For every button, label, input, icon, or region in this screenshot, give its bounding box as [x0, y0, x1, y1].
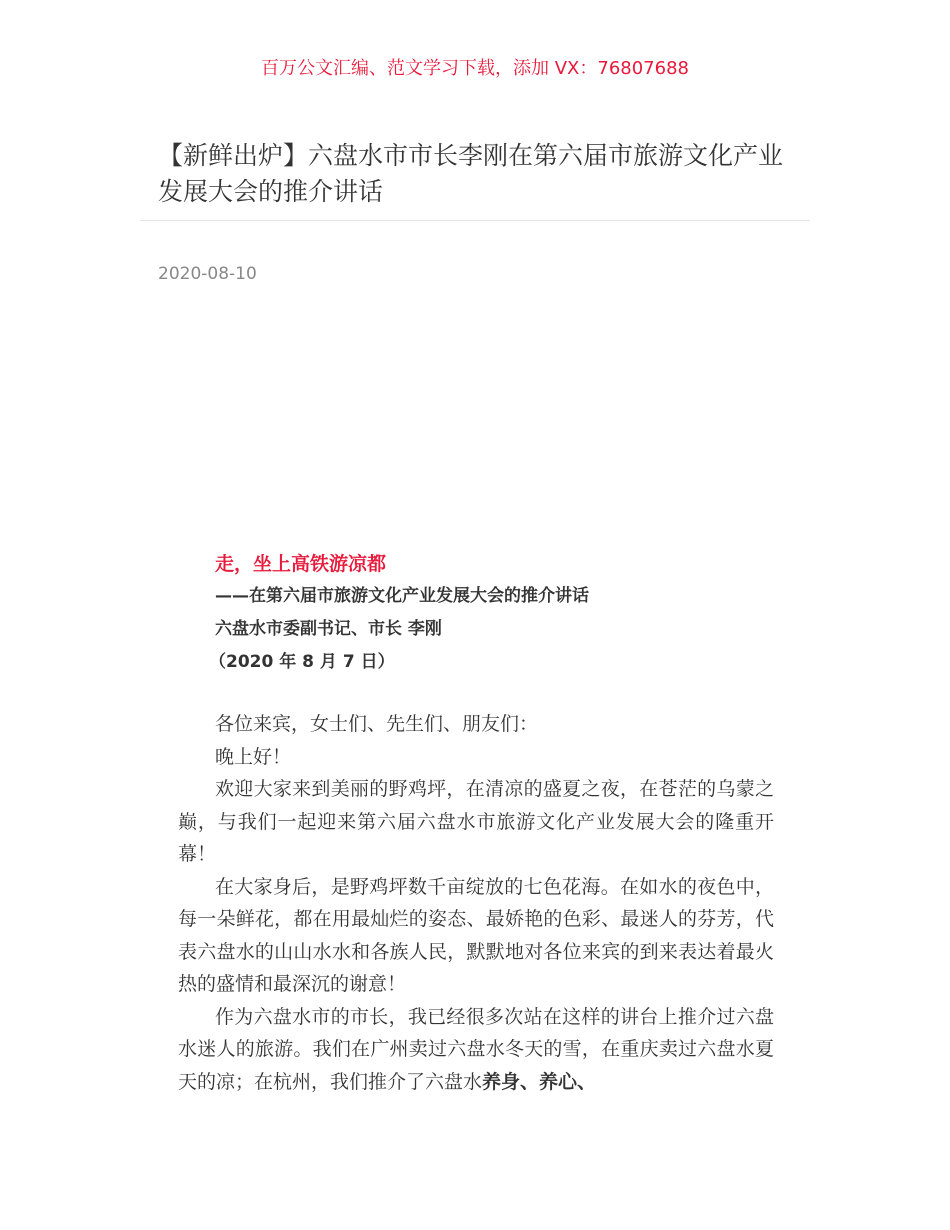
salutation-paragraph: 晚上好！ — [215, 745, 292, 768]
promo-banner: 百万公文汇编、范文学习下载，添加 VX：76807688 — [261, 58, 689, 79]
speech-header — [209, 548, 775, 679]
article-title: 【新鲜出炉】六盘水市市长李刚在第六届市旅游文化产业发展大会的推介讲话 — [158, 141, 784, 206]
article-date: 2020-08-10 — [158, 264, 257, 284]
greeting-paragraph: 各位来宾，女士们、先生们、朋友们： — [215, 713, 539, 735]
body-paragraph-2: 在大家身后，是野鸡坪数千亩绽放的七色花海。在如水的夜色中，每一朵鲜花，都在用最灿烂的姿态、最娇艳的色彩、最迷人的芬芳，代表六盘水的山山水水和各族人民，默默地对各位来宾的到来表达着最火热的盛情和最深沉的谢意！ — [178, 875, 774, 995]
speech-date: （2020 年 8 月 7 日） — [209, 652, 395, 672]
speech-speaker: 六盘水市委副书记、市长 李刚 — [215, 619, 442, 639]
body-paragraph-1: 欢迎大家来到美丽的野鸡坪，在清凉的盛夏之夜，在苍茫的乌蒙之巅，与我们一起迎来第六届六盘水市旅游文化产业发展大会的隆重开幕！ — [178, 778, 774, 865]
speech-body — [178, 708, 774, 1098]
body-paragraph-3-text: 作为六盘水市的市长，我已经很多次站在这样的讲台上推介过六盘水迷人的旅游。我们在广州卖过六盘水冬天的雪，在重庆卖过六盘水夏天的凉；在杭州，我们推介了六盘水 — [178, 1005, 774, 1093]
speech-title: 走，坐上高铁游凉都 — [215, 553, 387, 575]
body-paragraph-3-bold: 养身、养心、 — [482, 1070, 597, 1093]
speech-subtitle: ——在第六届市旅游文化产业发展大会的推介讲话 — [215, 586, 589, 606]
title-divider — [140, 220, 810, 221]
body-paragraph-3 — [178, 1001, 774, 1099]
